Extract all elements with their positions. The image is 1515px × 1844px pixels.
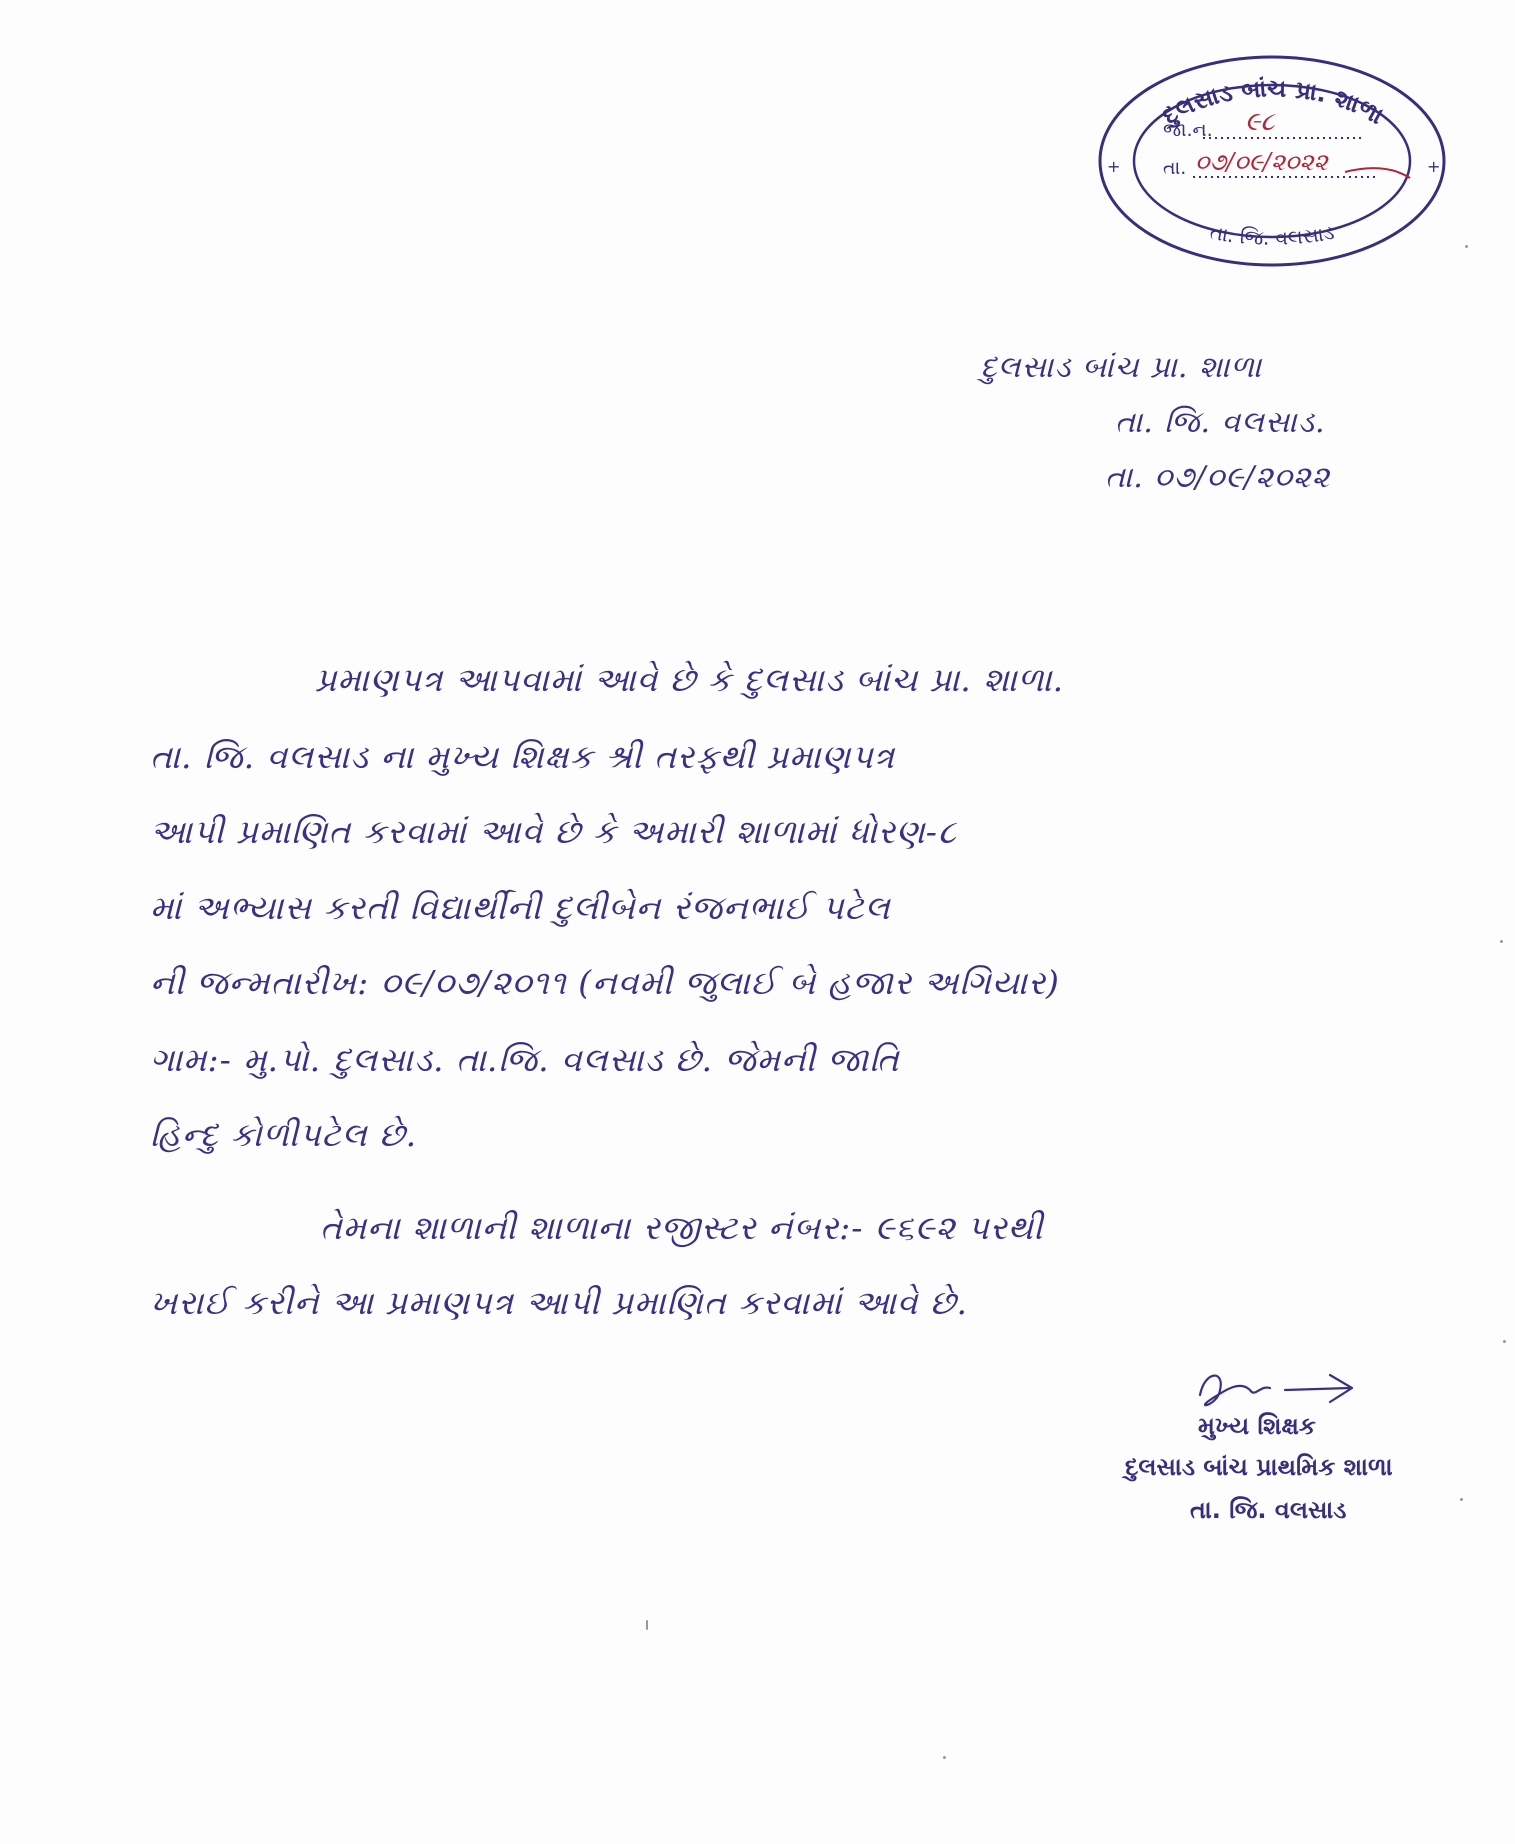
stamp-inward-label: જા.ન. <box>1163 119 1213 141</box>
stamp-date-flourish <box>1345 168 1410 178</box>
body-line: ની જન્મતારીખ: ૦૯/૦૭/૨૦૧૧ (નવમી જુલાઈ બે હજાર અગિયાર) <box>150 963 1060 1002</box>
scan-speck <box>1460 1498 1463 1501</box>
body-line: ગામ:- મુ.પો. દુલસાડ. તા.જિ. વલસાડ છે. જેમની જાતિ <box>150 1040 900 1079</box>
signature-title: મુખ્ય શિક્ષક <box>1198 1412 1316 1440</box>
stamp-star-left: + <box>1107 157 1121 176</box>
body-line: ખરાઈ કરીને આ પ્રમાણપત્ર આપી પ્રમાણિત કરવામાં આવે છે. <box>150 1283 968 1322</box>
body-line: તેમના શાળાની શાળાના રજીસ્ટર નંબર:- ૯૬૯૨ પરથી <box>320 1208 1044 1247</box>
scan-speck <box>1465 245 1468 248</box>
stamp-star-right: + <box>1427 157 1441 176</box>
stamp-graphic <box>1095 50 1450 272</box>
body-line: તા. જિ. વલસાડ ના મુખ્ય શિક્ષક શ્રી તરફથી પ્રમાણપત્ર <box>150 737 896 776</box>
scan-speck <box>1503 1340 1506 1343</box>
signature-school: દુલસાડ બાંચ પ્રાથમિક શાળા <box>1125 1453 1393 1481</box>
body-line: આપી પ્રમાણિત કરવામાં આવે છે કે અમારી શાળામાં ધોરણ-૮ <box>150 812 958 851</box>
school-stamp <box>1095 50 1450 272</box>
header-taluka-district: તા. જિ. વલસાડ. <box>1115 405 1326 440</box>
stamp-date-value: ૦૭/૦૯/૨૦૨૨ <box>1195 148 1328 176</box>
body-line: હિન્દુ કોળીપટેલ છે. <box>150 1115 418 1154</box>
scan-speck <box>1500 940 1503 943</box>
scan-speck <box>943 1756 946 1759</box>
body-line: માં અભ્યાસ કરતી વિદ્યાર્થીની દુલીબેન રંજનભાઈ પટેલ <box>150 888 891 927</box>
header-date: તા. ૦૭/૦૯/૨૦૨૨ <box>1105 460 1331 495</box>
scan-speck <box>646 1620 648 1630</box>
body-line: પ્રમાણપત્ર આપવામાં આવે છે કે દુલસાડ બાંચ પ્રા. શાળા. <box>315 660 1065 699</box>
stamp-date-label: તા. <box>1163 157 1187 179</box>
handwritten-signature <box>1190 1360 1365 1420</box>
stamp-inward-number: ૯૮ <box>1245 107 1275 137</box>
header-school-name: દુલસાડ બાંચ પ્રા. શાળા <box>980 350 1263 385</box>
stamp-top-text: દુલસાડ બાંચ પ્રા. શાળા <box>1157 74 1389 131</box>
signature-place: તા. જિ. વલસાડ <box>1190 1496 1347 1524</box>
stamp-bottom-text: તા. જિ. વલસાડ <box>1208 219 1337 250</box>
